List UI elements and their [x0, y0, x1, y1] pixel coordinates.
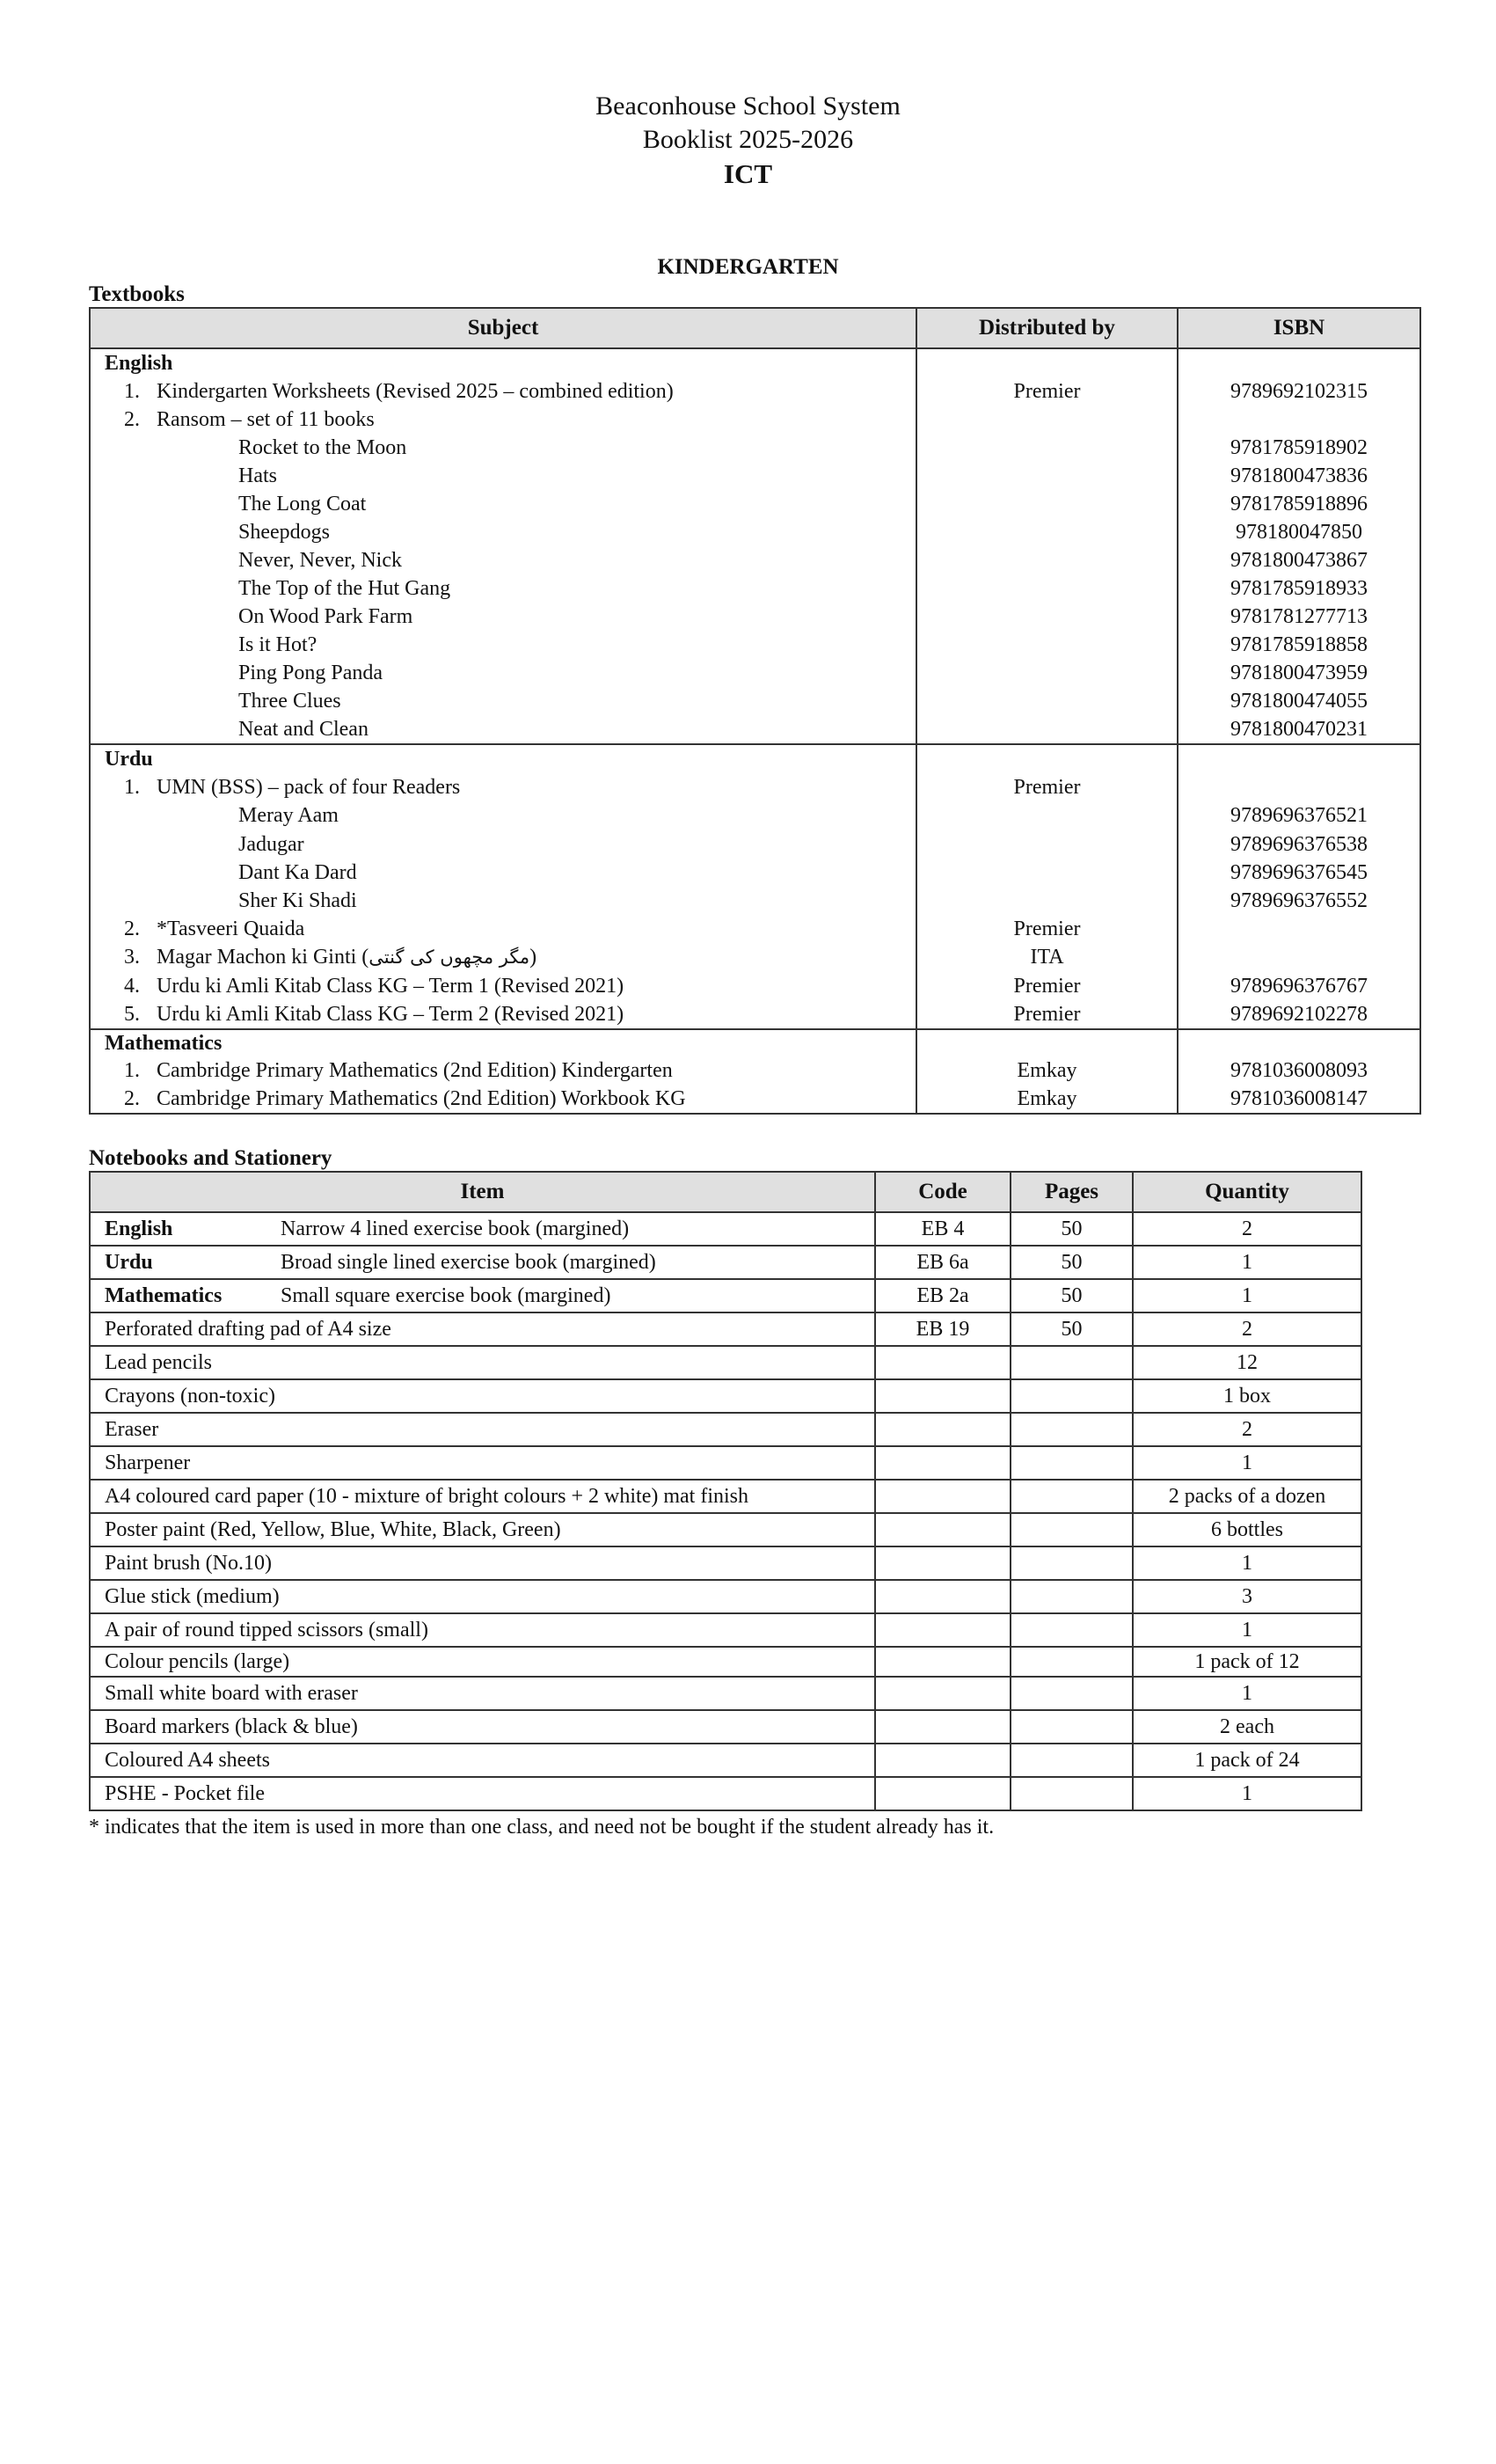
- isbn: 9781800474055: [1230, 690, 1368, 713]
- distributor: Emkay: [1017, 1086, 1077, 1110]
- item-cell: [90, 1613, 875, 1647]
- list-number: 1.: [124, 380, 140, 403]
- quantity-cell: 1: [1133, 1546, 1361, 1580]
- stationery-header-row: [90, 1172, 1361, 1212]
- book-title: [91, 462, 916, 490]
- item-cell: [90, 1212, 875, 1246]
- stationery-row: [90, 1513, 1361, 1546]
- stationery-row: [90, 1480, 1361, 1513]
- code-cell: [875, 1346, 1011, 1379]
- code-cell: EB 6a: [875, 1246, 1011, 1279]
- book-name: Sher Ki Shadi: [238, 888, 357, 912]
- quantity-cell: 2: [1133, 1212, 1361, 1246]
- stationery-row: [90, 1312, 1361, 1346]
- isbn: [1179, 406, 1419, 434]
- item-cell: [90, 1246, 875, 1279]
- isbn: 9789696376538: [1230, 832, 1368, 856]
- code-cell: EB 2a: [875, 1279, 1011, 1312]
- list-number: 2.: [124, 408, 140, 431]
- isbn: 9781800473867: [1230, 549, 1368, 572]
- quantity-cell: 2: [1133, 1312, 1361, 1346]
- book-name: Is it Hot?: [238, 633, 317, 656]
- item-cell: [90, 1513, 875, 1546]
- stationery-row: [90, 1446, 1361, 1480]
- code-cell: [875, 1777, 1011, 1810]
- quantity-cell: 12: [1133, 1346, 1361, 1379]
- isbn: 9789696376521: [1230, 804, 1368, 828]
- book-name: The Top of the Hut Gang: [238, 577, 451, 600]
- col-pages: Pages: [1011, 1172, 1133, 1212]
- pages-cell: 50: [1011, 1312, 1133, 1346]
- item-cell: [90, 1379, 875, 1413]
- pages-cell: [1011, 1413, 1133, 1446]
- section-title: English: [105, 352, 173, 375]
- distributor: [917, 859, 1177, 887]
- col-isbn: ISBN: [1178, 308, 1420, 348]
- list-number: 2.: [124, 1086, 140, 1110]
- book-title: [91, 1086, 916, 1114]
- item-name: Poster paint (Red, Yellow, Blue, White, Black, Green): [105, 1518, 561, 1541]
- stationery-row: [90, 1580, 1361, 1613]
- distributor: Premier: [1013, 974, 1081, 998]
- item-cell: [90, 1647, 875, 1677]
- distributor-cell: [916, 744, 1178, 1029]
- isbn: 9781800473959: [1230, 662, 1368, 684]
- item-name: PSHE - Pocket file: [105, 1782, 265, 1805]
- class-level: KINDERGARTEN: [657, 255, 839, 279]
- isbn: 9781785918933: [1230, 577, 1368, 600]
- org-title: Beaconhouse School System: [595, 91, 901, 121]
- distributor: Premier: [1013, 918, 1081, 941]
- quantity-cell: 1: [1133, 1677, 1361, 1710]
- stationery-row: [90, 1677, 1361, 1710]
- distributor: [917, 830, 1177, 859]
- distributor: Premier: [1013, 776, 1081, 800]
- book-title: [91, 715, 916, 743]
- col-quantity: Quantity: [1133, 1172, 1361, 1212]
- distributor-cell: [916, 348, 1178, 744]
- book-name: Cambridge Primary Mathematics (2nd Edition) Kindergarten: [157, 1059, 673, 1083]
- book-title: [91, 490, 916, 518]
- book-title: [91, 773, 916, 801]
- book-name: UMN (BSS) – pack of four Readers: [157, 776, 461, 800]
- isbn: [1179, 915, 1419, 943]
- item-cell: [90, 1279, 875, 1312]
- book-name: Meray Aam: [238, 804, 339, 828]
- code-cell: EB 19: [875, 1312, 1011, 1346]
- book-name: Ping Pong Panda: [238, 662, 383, 684]
- book-title: [91, 1057, 916, 1086]
- list-number: 1.: [124, 776, 140, 800]
- section-mathematics: [90, 1029, 1420, 1115]
- code-cell: [875, 1580, 1011, 1613]
- pages-cell: [1011, 1446, 1133, 1480]
- book-title: [91, 972, 916, 1000]
- book-title: [91, 546, 916, 574]
- item-name: Colour pencils (large): [105, 1650, 290, 1673]
- pages-cell: [1011, 1613, 1133, 1647]
- item-cell: [90, 1480, 875, 1513]
- isbn-cell: [1178, 1029, 1420, 1115]
- item-name: Lead pencils: [105, 1351, 212, 1374]
- book-title: [91, 887, 916, 915]
- pages-cell: 50: [1011, 1246, 1133, 1279]
- book-title: [91, 631, 916, 659]
- stationery-row: [90, 1710, 1361, 1744]
- code-cell: [875, 1379, 1011, 1413]
- book-name: Dant Ka Dard: [238, 860, 357, 884]
- pages-cell: [1011, 1744, 1133, 1777]
- distributor: [917, 546, 1177, 574]
- isbn: 9781785918902: [1230, 436, 1368, 459]
- item-cell: [90, 1777, 875, 1810]
- code-cell: [875, 1744, 1011, 1777]
- book-name: Sheepdogs: [238, 521, 330, 544]
- isbn: 9781785918858: [1230, 633, 1368, 656]
- isbn: 9789692102315: [1230, 380, 1368, 403]
- stationery-row: [90, 1212, 1361, 1246]
- pages-cell: [1011, 1777, 1133, 1810]
- isbn: 9781036008093: [1230, 1059, 1368, 1083]
- stationery-row: [90, 1346, 1361, 1379]
- item-name: Narrow 4 lined exercise book (margined): [281, 1217, 630, 1240]
- quantity-cell: 1 pack of 24: [1133, 1744, 1361, 1777]
- distributor: [917, 406, 1177, 434]
- isbn-cell: [1178, 744, 1420, 1029]
- distributor: [917, 603, 1177, 631]
- item-cell: [90, 1413, 875, 1446]
- item-name: A4 coloured card paper (10 - mixture of bright colours + 2 white) mat finish: [105, 1485, 748, 1508]
- book-name: Jadugar: [238, 832, 304, 856]
- stationery-row: [90, 1777, 1361, 1810]
- distributor: [917, 434, 1177, 462]
- quantity-cell: 2 each: [1133, 1710, 1361, 1744]
- isbn: [1179, 943, 1419, 971]
- book-name: Urdu ki Amli Kitab Class KG – Term 2 (Revised 2021): [157, 1002, 624, 1026]
- item-category: English: [105, 1217, 173, 1240]
- textbooks-table: [89, 307, 1421, 1115]
- code-cell: [875, 1546, 1011, 1580]
- item-name: Small white board with eraser: [105, 1682, 358, 1705]
- subject-cell: [90, 1029, 916, 1115]
- code-cell: [875, 1513, 1011, 1546]
- item-name: Board markers (black & blue): [105, 1715, 358, 1738]
- code-cell: [875, 1446, 1011, 1480]
- book-title: [91, 830, 916, 859]
- isbn: 9781036008147: [1230, 1086, 1368, 1110]
- subject-cell: [90, 744, 916, 1029]
- item-name: Broad single lined exercise book (margined): [281, 1251, 656, 1274]
- subject-title: ICT: [723, 158, 773, 189]
- book-title: [91, 687, 916, 715]
- stationery-row: [90, 1613, 1361, 1647]
- section-english: [90, 348, 1420, 744]
- col-subject: Subject: [90, 308, 916, 348]
- item-cell: [90, 1580, 875, 1613]
- item-name: Eraser: [105, 1418, 159, 1441]
- section-title: Mathematics: [105, 1031, 223, 1055]
- book-name: Urdu ki Amli Kitab Class KG – Term 1 (Revised 2021): [157, 974, 624, 998]
- book-title: [91, 434, 916, 462]
- section-urdu: [90, 744, 1420, 1029]
- code-cell: [875, 1480, 1011, 1513]
- book-title: [91, 915, 916, 943]
- pages-cell: [1011, 1346, 1133, 1379]
- quantity-cell: 6 bottles: [1133, 1513, 1361, 1546]
- book-title: [91, 1000, 916, 1028]
- urdu-script-title: مگر مچھوں کی گنتی: [369, 947, 530, 969]
- pages-cell: [1011, 1546, 1133, 1580]
- distributor: [917, 490, 1177, 518]
- book-name: Never, Never, Nick: [238, 549, 402, 572]
- pages-cell: 50: [1011, 1212, 1133, 1246]
- pages-cell: 50: [1011, 1279, 1133, 1312]
- isbn: 9789696376545: [1230, 860, 1368, 884]
- item-category: Urdu: [105, 1251, 153, 1274]
- isbn: 9789692102278: [1230, 1002, 1368, 1026]
- isbn: [1179, 773, 1419, 801]
- pages-cell: [1011, 1513, 1133, 1546]
- book-name: Kindergarten Worksheets (Revised 2025 – combined edition): [157, 380, 674, 403]
- list-number: 2.: [124, 918, 140, 941]
- code-cell: [875, 1647, 1011, 1677]
- footnote: * indicates that the item is used in more than one class, and need not be bought if the student already has it.: [89, 1816, 995, 1839]
- book-title: [91, 574, 916, 603]
- list-number: 3.: [124, 946, 140, 969]
- distributor: ITA: [1030, 946, 1064, 969]
- stationery-row: [90, 1744, 1361, 1777]
- quantity-cell: 1: [1133, 1613, 1361, 1647]
- pages-cell: [1011, 1480, 1133, 1513]
- stationery-row: [90, 1647, 1361, 1677]
- item-cell: [90, 1312, 875, 1346]
- col-code: Code: [875, 1172, 1011, 1212]
- stationery-row: [90, 1279, 1361, 1312]
- quantity-cell: 1 pack of 12: [1133, 1647, 1361, 1677]
- stationery-row: [90, 1413, 1361, 1446]
- list-number: 5.: [124, 1002, 140, 1026]
- pages-cell: [1011, 1647, 1133, 1677]
- code-cell: EB 4: [875, 1212, 1011, 1246]
- distributor: [917, 687, 1177, 715]
- item-cell: [90, 1710, 875, 1744]
- pages-cell: [1011, 1710, 1133, 1744]
- distributor: [917, 887, 1177, 915]
- distributor: [917, 631, 1177, 659]
- section-title: Urdu: [105, 748, 153, 771]
- booklist-year: Booklist 2025-2026: [642, 125, 854, 154]
- distributor: [917, 518, 1177, 546]
- book-title: [91, 859, 916, 887]
- item-name: Glue stick (medium): [105, 1585, 280, 1608]
- item-name: Coloured A4 sheets: [105, 1749, 270, 1772]
- pages-cell: [1011, 1677, 1133, 1710]
- quantity-cell: 3: [1133, 1580, 1361, 1613]
- book-name: *Tasveeri Quaida: [157, 918, 305, 941]
- book-title: [91, 801, 916, 830]
- item-name: Paint brush (No.10): [105, 1552, 272, 1575]
- item-cell: [90, 1346, 875, 1379]
- code-cell: [875, 1677, 1011, 1710]
- isbn: 9789696376552: [1230, 888, 1368, 912]
- book-title: [91, 943, 916, 971]
- isbn-cell: [1178, 348, 1420, 744]
- list-number: 4.: [124, 974, 140, 998]
- item-cell: [90, 1546, 875, 1580]
- book-title: [91, 377, 916, 406]
- book-name: Rocket to the Moon: [238, 436, 407, 459]
- book-title: [91, 659, 916, 687]
- book-name-end: ): [529, 946, 537, 969]
- code-cell: [875, 1413, 1011, 1446]
- isbn: 9781800470231: [1230, 718, 1368, 741]
- item-name: Perforated drafting pad of A4 size: [105, 1318, 391, 1341]
- book-name: Neat and Clean: [238, 718, 369, 741]
- stationery-label: Notebooks and Stationery: [89, 1146, 332, 1170]
- book-name: Magar Machon ki Ginti (: [157, 946, 369, 969]
- item-name: Crayons (non-toxic): [105, 1385, 275, 1407]
- book-name: Cambridge Primary Mathematics (2nd Edition) Workbook KG: [157, 1086, 686, 1110]
- pages-cell: [1011, 1580, 1133, 1613]
- distributor: Premier: [1013, 380, 1081, 403]
- stationery-row: [90, 1246, 1361, 1279]
- isbn: 9781781277713: [1230, 605, 1368, 628]
- quantity-cell: 2: [1133, 1413, 1361, 1446]
- book-name: Hats: [238, 464, 277, 487]
- item-name: A pair of round tipped scissors (small): [105, 1619, 428, 1641]
- item-category: Mathematics: [105, 1284, 223, 1307]
- quantity-cell: 1: [1133, 1446, 1361, 1480]
- distributor-cell: [916, 1029, 1178, 1115]
- quantity-cell: 1: [1133, 1777, 1361, 1810]
- book-name: Ransom – set of 11 books: [157, 408, 375, 431]
- book-title: [91, 603, 916, 631]
- list-number: 1.: [124, 1059, 140, 1083]
- subject-cell: [90, 348, 916, 744]
- book-title: [91, 518, 916, 546]
- distributor: [917, 574, 1177, 603]
- col-distributed-by: Distributed by: [916, 308, 1178, 348]
- distributor: [917, 659, 1177, 687]
- book-name: On Wood Park Farm: [238, 605, 413, 628]
- distributor: [917, 715, 1177, 743]
- book-name: Three Clues: [238, 690, 341, 713]
- distributor: [917, 462, 1177, 490]
- textbooks-label: Textbooks: [89, 282, 185, 306]
- distributor: Premier: [1013, 1002, 1081, 1026]
- isbn: 9789696376767: [1230, 974, 1368, 998]
- quantity-cell: 1: [1133, 1246, 1361, 1279]
- stationery-row: [90, 1546, 1361, 1580]
- isbn: 9781800473836: [1230, 464, 1368, 487]
- quantity-cell: 2 packs of a dozen: [1133, 1480, 1361, 1513]
- item-name: Small square exercise book (margined): [281, 1284, 611, 1307]
- textbooks-header-row: [90, 308, 1420, 348]
- code-cell: [875, 1710, 1011, 1744]
- item-cell: [90, 1744, 875, 1777]
- isbn: 9781785918896: [1230, 493, 1368, 515]
- distributor: Emkay: [1017, 1059, 1077, 1083]
- isbn: 978180047850: [1236, 521, 1362, 544]
- book-title: [91, 406, 916, 434]
- code-cell: [875, 1613, 1011, 1647]
- book-name: The Long Coat: [238, 493, 367, 515]
- col-item: Item: [90, 1172, 875, 1212]
- pages-cell: [1011, 1379, 1133, 1413]
- stationery-row: [90, 1379, 1361, 1413]
- distributor: [917, 801, 1177, 830]
- quantity-cell: 1: [1133, 1279, 1361, 1312]
- quantity-cell: 1 box: [1133, 1379, 1361, 1413]
- item-name: Sharpener: [105, 1451, 191, 1474]
- stationery-table: [89, 1171, 1362, 1811]
- item-cell: [90, 1446, 875, 1480]
- item-cell: [90, 1677, 875, 1710]
